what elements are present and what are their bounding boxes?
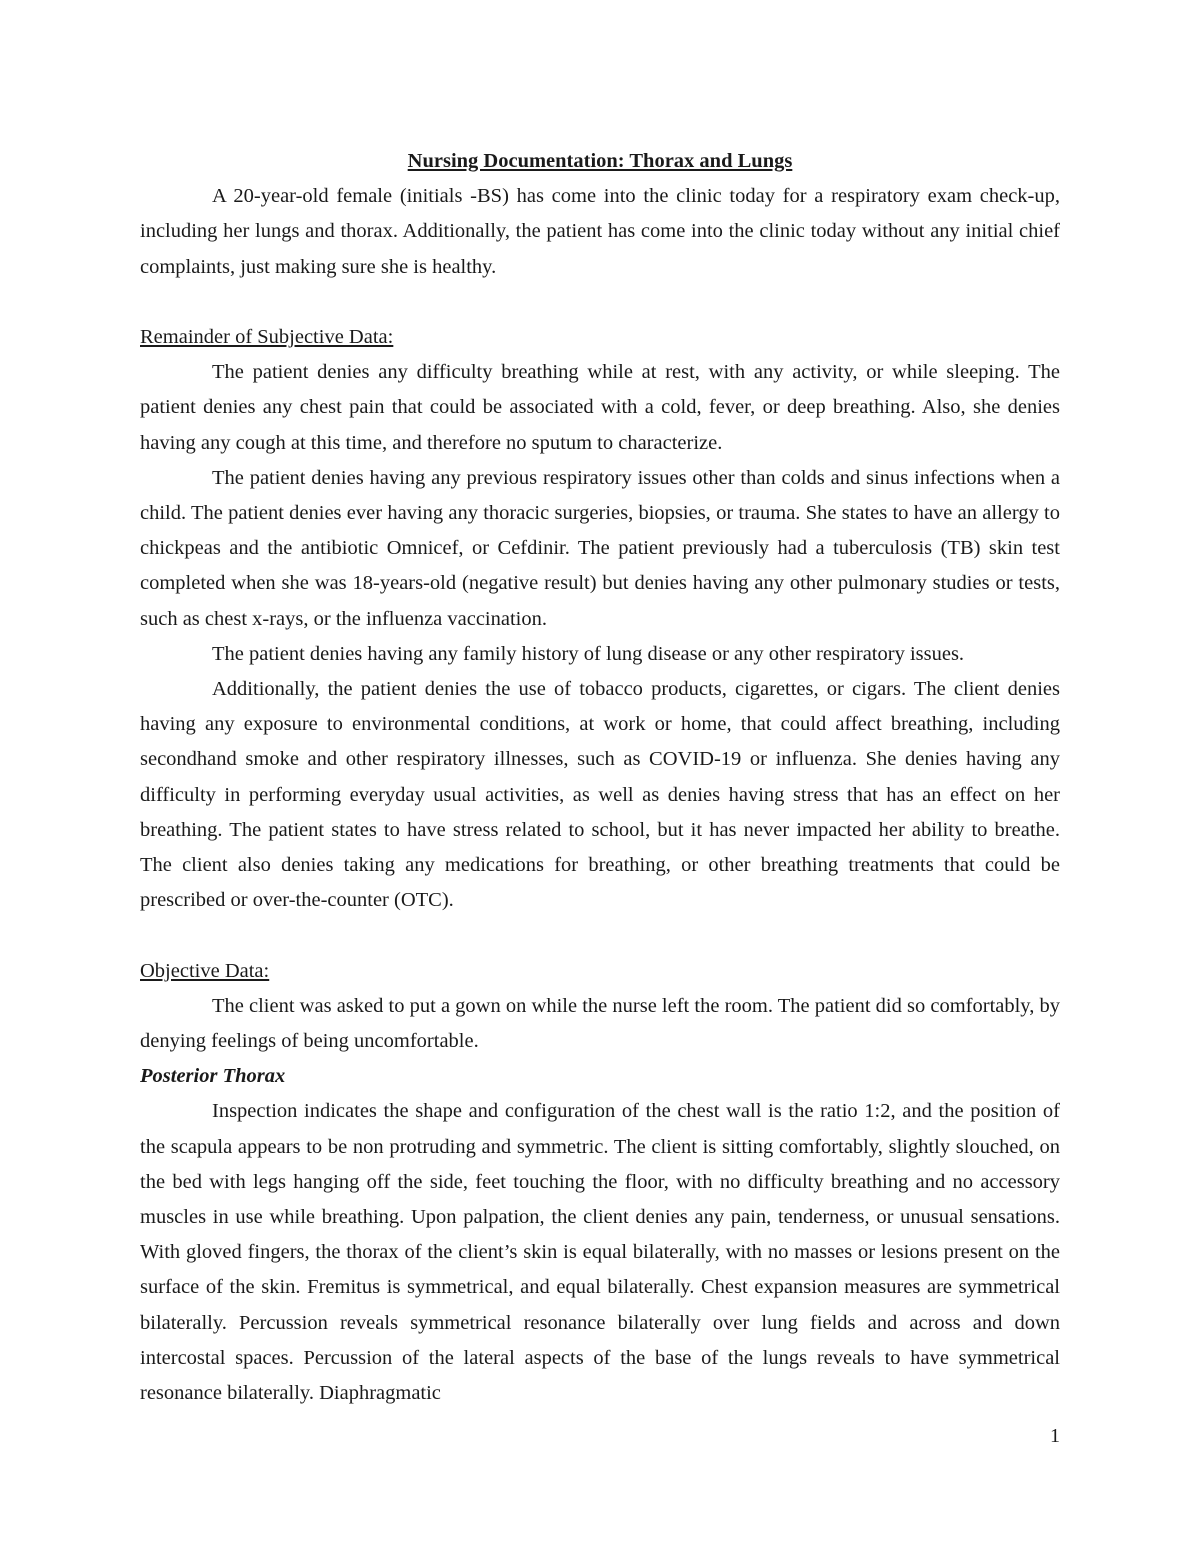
subjective-paragraph-4: Additionally, the patient denies the use of tobacco products, cigarettes, or cigars. The client denies having any exposure to environmental conditions, at work or home, that could affect breathing, including secondhand smoke and other respiratory illnesses, such as COVID-19 or influenza. She denies having any difficulty in performing everyday usual activities, as well as denies having stress that has an effect on her breathing. The patient states to have stress related to school, but it has never impacted her ability to breathe. The client also denies taking any medications for breathing, or other breathing treatments that could be prescribed or over-the-counter (OTC). <box>140 678 1060 912</box>
subjective-paragraph-1: The patient denies any difficulty breathing while at rest, with any activity, or while sleeping. The patient denies any chest pain that could be associated with a cold, fever, or deep breathing. Also, she denies having any cough at this time, and therefore no sputum to characterize. <box>140 361 1060 454</box>
spacer <box>140 285 1060 320</box>
objective-paragraph: The client was asked to put a gown on while the nurse left the room. The patient did so comfortably, by denying feelings of being uncomfortable. <box>140 994 1060 1053</box>
document-title: Nursing Documentation: Thorax and Lungs <box>407 150 793 172</box>
subjective-paragraph-2: The patient denies having any previous respiratory issues other than colds and sinus infections when a child. The patient denies ever having any thoracic surgeries, biopsies, or trauma. She states to have an allergy to chickpeas and the antibiotic Omnicef, or Cefdinir. The patient previously had a tuberculosis (TB) skin test completed when she was 18-years-old (negative result) but denies having any other pulmonary studies or tests, such as chest x-rays, or the influenza vaccination. <box>140 466 1060 630</box>
document-body <box>140 144 1060 1411</box>
objective-heading: Objective Data: <box>140 959 270 982</box>
posterior-thorax-heading: Posterior Thorax <box>140 1065 286 1088</box>
intro-paragraph: A 20-year-old female (initials -BS) has come into the clinic today for a respiratory exam check-up, including her lungs and thorax. Additionally, the patient has come into the clinic today without any initial chief complaints, just making sure she is healthy. <box>140 185 1060 278</box>
subjective-heading: Remainder of Subjective Data: <box>140 326 394 348</box>
subjective-paragraph-3: The patient denies having any family history of lung disease or any other respiratory issues. <box>212 642 965 665</box>
page-number: 1 <box>1050 1425 1060 1447</box>
posterior-thorax-paragraph: Inspection indicates the shape and configuration of the chest wall is the ratio 1:2, and the position of the scapula appears to be non protruding and symmetric. The client is sitting comfortably, slightly slouched, on the bed with legs hanging off the side, feet touching the floor, with no difficulty breathing and no accessory muscles in use while breathing. Upon palpation, the client denies any pain, tenderness, or unusual sensations. With gloved fingers, the thorax of the client’s skin is equal bilaterally, with no masses or lesions present on the surface of the skin. Fremitus is symmetrical, and equal bilaterally. Chest expansion measures are symmetrical bilaterally. Percussion reveals symmetrical resonance bilaterally over lung fields and across and down intercostal spaces. Percussion of the lateral aspects of the base of the lungs reveals to have symmetrical resonance bilaterally. Diaphragmatic <box>140 1100 1060 1405</box>
spacer <box>140 918 1060 953</box>
